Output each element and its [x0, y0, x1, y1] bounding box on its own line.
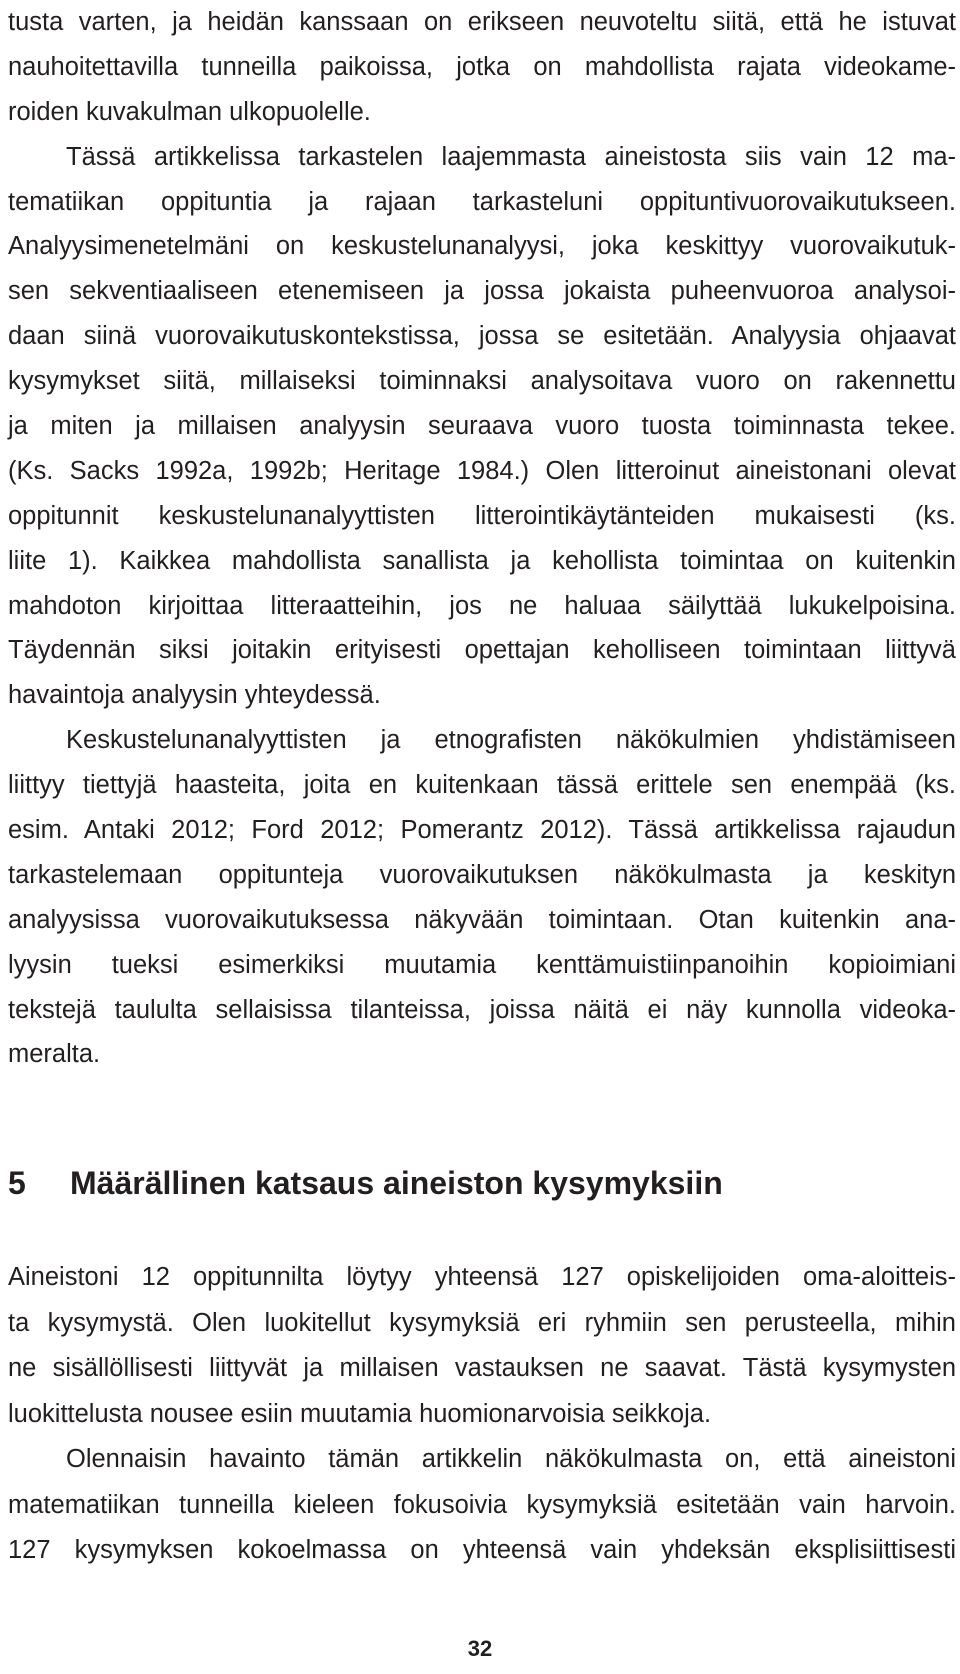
- body-text-top: [8, 0, 956, 1077]
- text-line: esim. Antaki 2012; Ford 2012; Pomerantz 2012). Tässä artikkelissa rajaudun: [8, 816, 956, 845]
- paragraph: [8, 1437, 956, 1574]
- paragraph: [8, 1255, 956, 1437]
- section-title: Määrällinen katsaus aineiston kysymyksiin: [70, 1165, 723, 1201]
- paragraph: [8, 0, 956, 135]
- body-text-section: [8, 1255, 956, 1574]
- section-number: 5: [8, 1165, 26, 1201]
- text-line: matematiikan tunneilla kieleen fokusoivia kysymyksiä esitetään vain harvoin.: [8, 1490, 956, 1519]
- text-line: (Ks. Sacks 1992a, 1992b; Heritage 1984.) Olen litteroinut aineistonani olevat: [8, 456, 956, 485]
- text-line: ne sisällöllisesti liittyvät ja millaisen vastauksen ne saavat. Tästä kysymysten: [8, 1354, 956, 1382]
- text-line: mahdoton kirjoittaa litteraatteihin, jos ne haluaa säilyttää lukukelpoisina.: [8, 591, 956, 620]
- text-line: 127 kysymyksen kokoelmassa on yhteensä vain yhdeksän eksplisiittisesti: [8, 1536, 956, 1564]
- text-line: tarkastelemaan oppitunteja vuorovaikutuksen näkökulmasta ja keskityn: [8, 860, 956, 889]
- text-line: roiden kuvakulman ulkopuolelle.: [8, 97, 371, 126]
- page-number: 32: [467, 1636, 493, 1661]
- text-line: ja miten ja millaisen analyysin seuraava vuoro tuosta toiminnasta tekee.: [8, 412, 956, 441]
- text-line: tematiikan oppituntia ja rajaan tarkasteluni oppituntivuorovaikutukseen.: [8, 187, 956, 216]
- text-line: Tässä artikkelissa tarkastelen laajemmasta aineistosta siis vain 12 ma-: [66, 142, 956, 171]
- text-line: havaintoja analyysin yhteydessä.: [8, 681, 381, 710]
- text-line: Aineistoni 12 oppitunnilta löytyy yhteensä 127 opiskelijoiden oma-aloitteis-: [8, 1263, 956, 1291]
- text-line: sen sekventiaaliseen etenemiseen ja jossa jokaista puheenvuoroa analysoi-: [8, 277, 956, 306]
- text-line: oppitunnit keskustelunanalyyttisten litterointikäytänteiden mukaisesti (ks.: [8, 501, 956, 530]
- text-line: nauhoitettavilla tunneilla paikoissa, jotka on mahdollista rajata videokame-: [8, 52, 956, 81]
- text-line: ta kysymystä. Olen luokitellut kysymyksiä eri ryhmiin sen perusteella, mihin: [8, 1308, 956, 1337]
- text-line: daan siinä vuorovaikutuskontekstissa, jossa se esitetään. Analyysia ohjaavat: [8, 322, 956, 351]
- text-line: tusta varten, ja heidän kanssaan on erikseen neuvoteltu siitä, että he istuvat: [8, 8, 956, 36]
- text-line: tekstejä taululta sellaisissa tilanteissa, joissa näitä ei näy kunnolla videoka-: [8, 995, 956, 1024]
- text-line: liite 1). Kaikkea mahdollista sanallista ja kehollista toimintaa on kuitenkin: [8, 546, 956, 575]
- text-line: Täydennän siksi joitakin erityisesti opettajan keholliseen toimintaan liittyvä: [8, 636, 956, 665]
- text-line: Keskustelunanalyyttisten ja etnografisten näkökulmien yhdistämiseen: [66, 726, 956, 755]
- text-line: analyysissa vuorovaikutuksessa näkyvään toimintaan. Otan kuitenkin ana-: [8, 905, 956, 934]
- section-heading: [8, 1163, 723, 1203]
- text-line: Olennaisin havainto tämän artikkelin näkökulmasta on, että aineistoni: [66, 1445, 956, 1473]
- text-line: luokittelusta nousee esiin muutamia huomionarvoisia seikkoja.: [8, 1399, 712, 1428]
- paragraph: [8, 718, 956, 1077]
- text-line: Analyysimenetelmäni on keskustelunanalyysi, joka keskittyy vuorovaikutuk-: [8, 232, 956, 261]
- text-line: kysymykset siitä, millaiseksi toiminnaksi analysoitava vuoro on rakennettu: [8, 367, 956, 396]
- text-line: liittyy tiettyjä haasteita, joita en kuitenkaan tässä erittele sen enempää (ks.: [8, 771, 956, 800]
- text-line: meralta.: [8, 1040, 101, 1069]
- paragraph: [8, 135, 956, 719]
- text-line: lyysin tueksi esimerkiksi muutamia kenttämuistiinpanoihin kopioimiani: [8, 950, 956, 979]
